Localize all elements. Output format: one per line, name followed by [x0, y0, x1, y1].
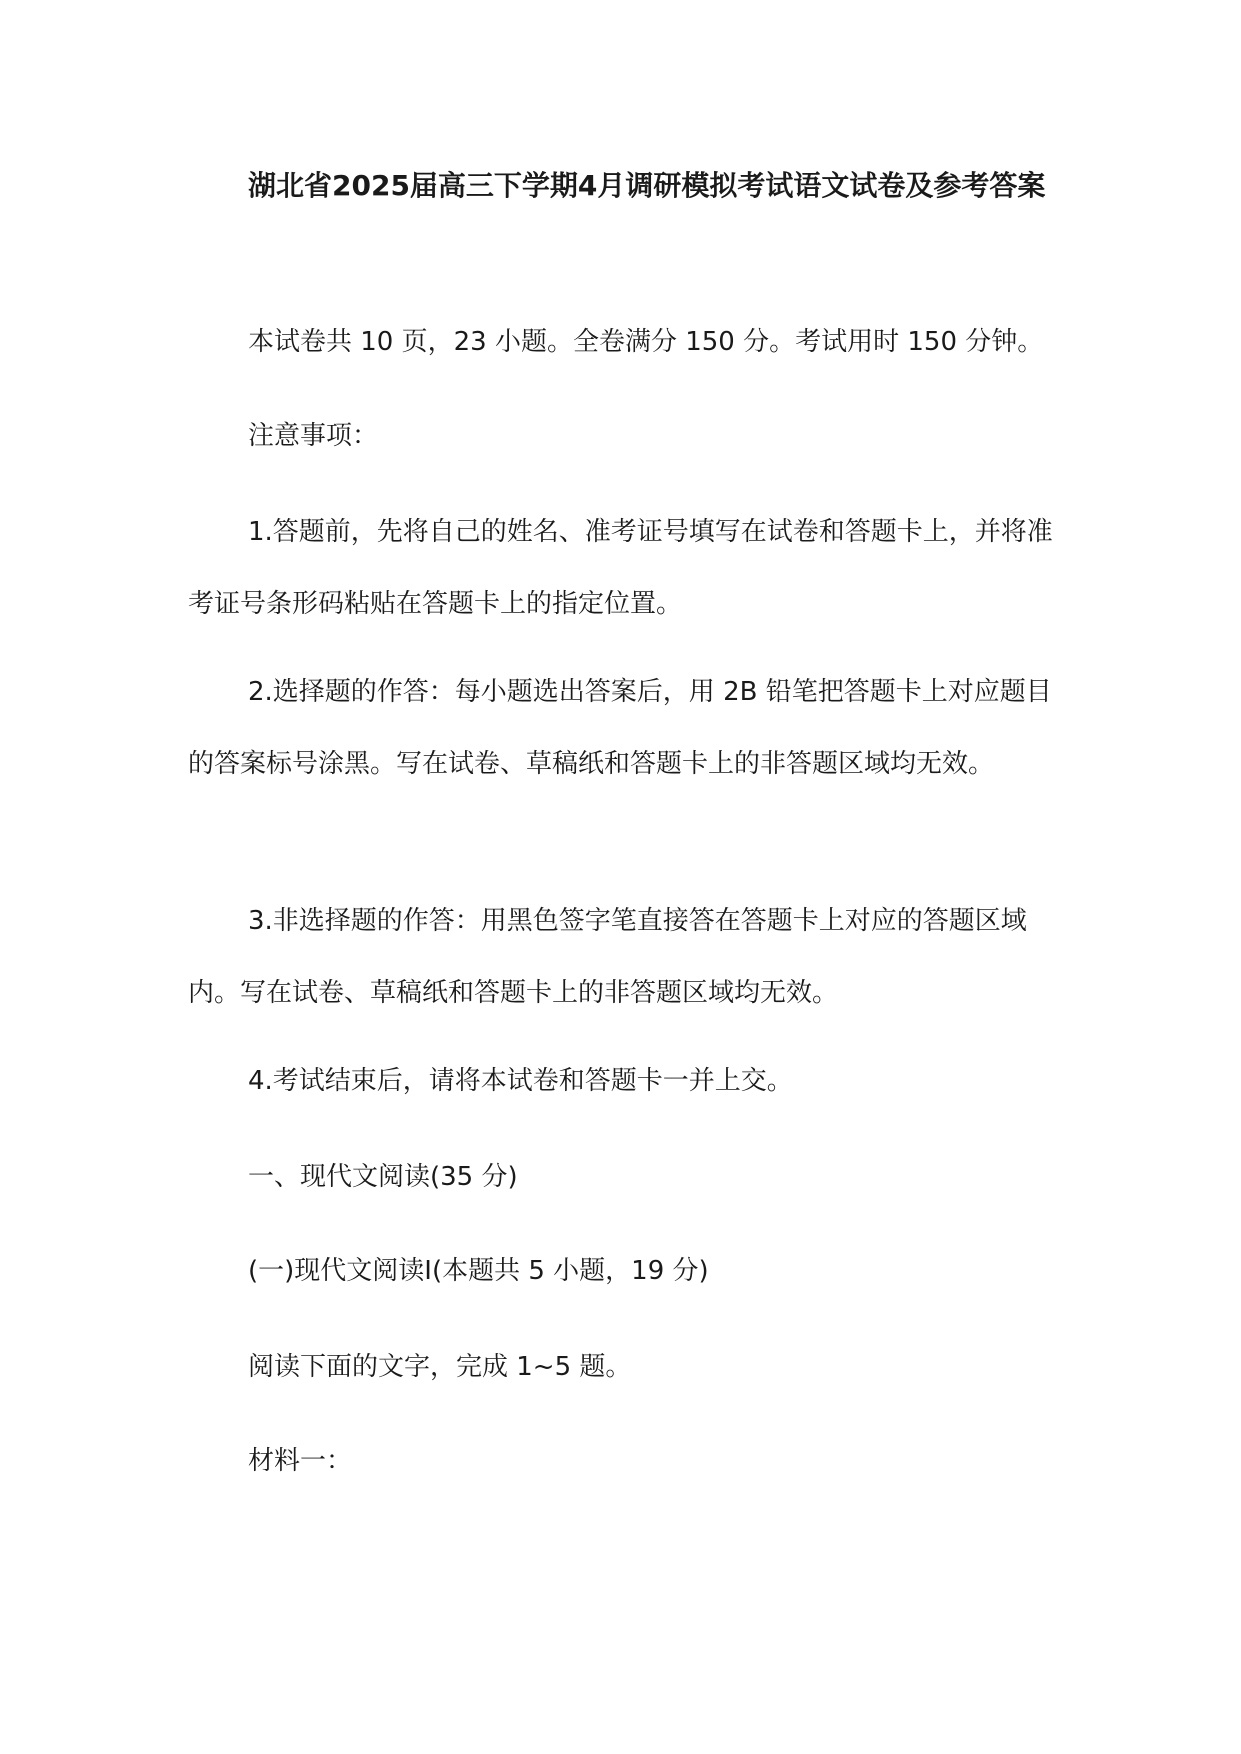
notice-item-1: 1.答题前，先将自己的姓名、准考证号填写在试卷和答题卡上，并将准考证号条形码粘贴在答题卡上的指定位置。 [188, 517, 1053, 619]
notice-item-2: 2.选择题的作答：每小题选出答案后，用 2B 铅笔把答题卡上对应题目的答案标号涂黑。写在试卷、草稿纸和答题卡上的非答题区域均无效。 [188, 677, 1052, 779]
exam-intro: 本试卷共 10 页，23 小题。全卷满分 150 分。考试用时 150 分钟。 [248, 327, 1044, 357]
subsection-heading: (一)现代文阅读Ⅰ(本题共 5 小题，19 分) [248, 1256, 709, 1286]
section-heading: 一、现代文阅读(35 分) [248, 1162, 518, 1192]
document-title: 湖北省2025届高三下学期4月调研模拟考试语文试卷及参考答案 [248, 169, 1046, 202]
notice-item-4: 4.考试结束后，请将本试卷和答题卡一并上交。 [248, 1066, 793, 1096]
reading-instruction: 阅读下面的文字，完成 1~5 题。 [248, 1352, 632, 1382]
material-label: 材料一： [248, 1446, 353, 1476]
notice-heading: 注意事项： [248, 421, 379, 451]
notice-item-3: 3.非选择题的作答：用黑色签字笔直接答在答题卡上对应的答题区域内。写在试卷、草稿纸和答题卡上的非答题区域均无效。 [188, 906, 1027, 1008]
